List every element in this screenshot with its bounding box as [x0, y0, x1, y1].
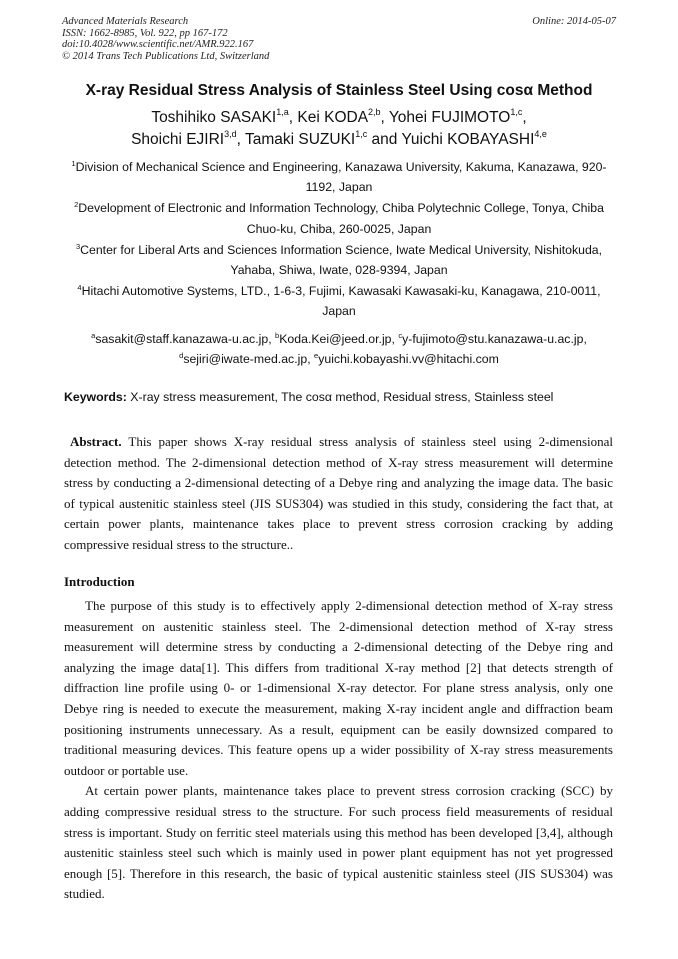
affiliation-list — [66, 157, 612, 323]
email-line-2: $^d$sejiri@iwate-med.ac.jp, $^e$yuichi.kobayashi.vv@hitachi.com — [179, 351, 499, 366]
author-separator: , — [236, 131, 245, 148]
author-sup: 1,c — [355, 129, 368, 139]
online-date: Online: 2014-05-07 — [532, 16, 616, 27]
introduction-body — [64, 596, 613, 905]
abstract-label: Abstract. — [70, 434, 122, 449]
affiliation-text: Division of Mechanical Science and Engineering, Kanazawa University, Kakuma, Kanazawa, 920-1192, Japan — [75, 160, 607, 195]
author-sup: 4,e — [534, 129, 547, 139]
email-sup: e — [314, 351, 319, 360]
author-line-2 — [0, 129, 678, 151]
introduction-paragraph: The purpose of this study is to effectively apply 2-dimensional detection method of X-ray stress measurement on austenitic stainless steel. The 2-dimensional detection method of X-ray stress measurement will determine stress by conducting a 2-dimensional detecting of the Debye ring and analyzing the image data[1]. This differs from traditional X-ray method [2] that detects strength of diffraction line profile using 0- or 1-dimensional X-ray detector. For plane stress analysis, only one Debye ring is needed to execute the measurement, making X-ray incident angle and diffraction beam positioning instruments unnecessary. As a result, equipment can be easily downsized compared to traditional measuring devices. This feature opens up a wider possibility of X-ray stress measurements outdoor or portable use. — [64, 598, 613, 778]
doi-line[interactable]: doi:10.4028/www.scientific.net/AMR.922.167 — [62, 39, 254, 51]
author-line-1 — [0, 107, 678, 129]
author-list — [0, 107, 678, 151]
issn-line: ISSN: 1662-8985, Vol. 922, pp 167-172 — [62, 27, 228, 39]
affiliation-number: 1 — [71, 159, 76, 168]
affiliation-text: Center for Liberal Arts and Sciences Information Science, Iwate Medical University, Nishitokuda, Yahaba, Shiwa, Iwate, 028-9394, Japan — [80, 242, 603, 278]
keywords-text: X-ray stress measurement, The cosα method, Residual stress, Stainless steel — [130, 390, 554, 404]
email-address[interactable]: y-fujimoto@stu.kanazawa-u.ac.jp — [402, 332, 584, 346]
affiliation-item — [66, 240, 612, 280]
author-separator: , — [380, 109, 389, 126]
keywords-section — [64, 390, 624, 404]
email-list — [40, 329, 638, 369]
author-name: Toshihiko SASAKI — [151, 109, 277, 126]
introduction-paragraph: At certain power plants, maintenance takes place to prevent stress corrosion cracking (SCC) by adding compressive residual stress to the structure. For such process field measurements of residual stress is important. Study on ferritic steel materials using this method has been developed [3,4], although austenitic stainless steel such which is mainly used in power plant equipment has not yet progressed enough [5]. Therefore in this research, the basic of typical austenitic stainless steel (JIS SUS304) was studied. — [64, 783, 613, 902]
email-sup: b — [275, 331, 280, 340]
author-sup: 2,b — [368, 107, 381, 117]
author-separator: , — [522, 109, 527, 126]
author-name: Tamaki SUZUKI — [244, 131, 356, 148]
keywords-label: Keywords: — [64, 390, 127, 404]
author-separator: and — [367, 131, 402, 148]
author-name: Yohei FUJIMOTO — [388, 109, 511, 126]
email-line-1: $^a$sasakit@staff.kanazawa-u.ac.jp, $^b$Koda.Kei@jeed.or.jp, $^c$y-fujimoto@stu.kanazawa-u.ac.jp, — [91, 331, 587, 346]
email-sup: a — [91, 331, 96, 340]
author-name: Kei KODA — [297, 109, 369, 126]
journal-header — [62, 16, 269, 62]
affiliation-text: Development of Electronic and Information Technology, Chiba Polytechnic College, Tonya, Chiba Chuo-ku, Chiba, 260-0025, Japan — [78, 201, 604, 236]
email-address[interactable]: Koda.Kei@jeed.or.jp — [279, 332, 392, 346]
email-sup: d — [179, 351, 184, 360]
author-sup: 1,a — [276, 107, 289, 117]
journal-name: Advanced Materials Research — [62, 16, 189, 27]
author-name: Shoichi EJIRI — [131, 131, 225, 148]
abstract-text: This paper shows X-ray residual stress analysis of stainless steel using 2-dimensional detection method. The 2-dimensional detection method of X-ray stress measurement will determine stress by conducting a 2-dimensional detecting of a Debye ring and analyzing the image data. The basic of typical austenitic stainless steel (JIS SUS304) was studied in this study, considering the fact that, at certain power plants, maintenance takes place to prevent stress corrosion cracking by adding compressive residual stress to the structure.. — [64, 434, 613, 552]
author-sup: 1,c — [510, 107, 523, 117]
affiliation-item — [66, 281, 612, 321]
affiliation-number: 4 — [77, 283, 82, 293]
introduction-heading: Introduction — [64, 574, 135, 589]
email-address[interactable]: sejiri@iwate-med.ac.jp — [183, 352, 308, 366]
affiliation-number: 2 — [74, 200, 79, 210]
author-sup: 3,d — [224, 129, 237, 139]
email-address[interactable]: sasakit@staff.kanazawa-u.ac.jp — [95, 332, 269, 346]
affiliation-text: Hitachi Automotive Systems, LTD., 1-6-3, Fujimi, Kawasaki Kawasaki-ku, Kanagawa, 210-0011, Japan — [81, 284, 601, 319]
copyright-line: © 2014 Trans Tech Publications Ltd, Switzerland — [62, 50, 270, 62]
abstract-section — [64, 432, 613, 556]
affiliation-number: 3 — [75, 241, 81, 251]
affiliation-item — [66, 198, 612, 238]
email-sup: c — [398, 331, 403, 340]
paper-title: X-ray Residual Stress Analysis of Stainless Steel Using cosα Method — [85, 82, 593, 99]
author-name: Yuichi KOBAYASHI — [401, 131, 535, 148]
email-address[interactable]: yuichi.kobayashi.vv@hitachi.com — [318, 352, 499, 366]
author-separator: , — [288, 109, 298, 126]
affiliation-item — [66, 157, 612, 197]
